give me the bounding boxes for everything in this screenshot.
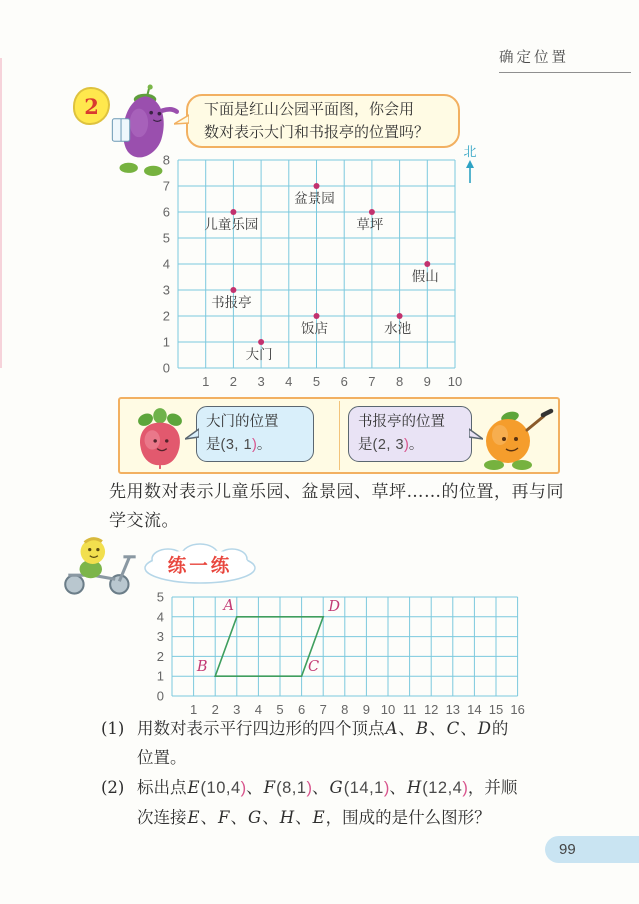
svg-text:13: 13 bbox=[445, 702, 461, 716]
svg-text:D: D bbox=[328, 598, 341, 615]
svg-text:饭店: 饭店 bbox=[301, 321, 328, 337]
svg-text:5: 5 bbox=[162, 230, 170, 246]
svg-text:4: 4 bbox=[285, 374, 293, 389]
svg-text:水池: 水池 bbox=[384, 321, 412, 337]
page-number-badge: 99 bbox=[545, 836, 639, 863]
svg-text:10: 10 bbox=[380, 702, 396, 716]
svg-text:C: C bbox=[308, 659, 320, 676]
svg-text:书报亭: 书报亭 bbox=[211, 295, 252, 311]
svg-text:4: 4 bbox=[156, 609, 164, 625]
orange-character bbox=[470, 408, 554, 470]
north-arrow-icon bbox=[464, 160, 476, 184]
exercise-text: 用数对表示平行四边形的四个顶点A、B、C、D的 位置。 bbox=[137, 719, 509, 767]
svg-text:8: 8 bbox=[162, 152, 170, 168]
svg-text:盆景园: 盆景园 bbox=[294, 191, 335, 207]
svg-text:7: 7 bbox=[162, 178, 170, 194]
svg-text:12: 12 bbox=[423, 702, 439, 716]
question-speech-bubble bbox=[186, 94, 460, 148]
practice-grid-svg bbox=[138, 576, 540, 716]
bubble-tail-icon bbox=[174, 113, 189, 129]
svg-text:2: 2 bbox=[211, 702, 219, 716]
exercise-number: (1) bbox=[101, 719, 125, 738]
svg-text:11: 11 bbox=[402, 702, 417, 716]
question-line-1: 下面是红山公园平面图，你会用 bbox=[204, 100, 415, 118]
svg-text:3: 3 bbox=[162, 282, 170, 298]
kiosk-answer-line-2: 是(2, 3)。 bbox=[358, 437, 424, 453]
svg-text:1: 1 bbox=[202, 374, 210, 389]
svg-text:6: 6 bbox=[162, 204, 170, 220]
practice-section-label: 练一练 bbox=[167, 556, 233, 577]
svg-text:A: A bbox=[223, 597, 235, 614]
kiosk-answer-bubble bbox=[348, 406, 472, 462]
svg-text:14: 14 bbox=[467, 702, 482, 716]
svg-text:5: 5 bbox=[156, 589, 164, 605]
gate-answer-bubble bbox=[196, 406, 314, 462]
page-edge-stripe bbox=[0, 58, 2, 368]
exercise-number: (2) bbox=[101, 778, 125, 797]
svg-text:15: 15 bbox=[488, 702, 504, 716]
svg-text:4: 4 bbox=[254, 702, 263, 716]
svg-text:B: B bbox=[196, 659, 208, 676]
svg-text:3: 3 bbox=[233, 702, 241, 716]
kiosk-answer-line-1: 书报亭的位置 bbox=[358, 414, 445, 430]
svg-text:5: 5 bbox=[312, 374, 321, 389]
svg-text:7: 7 bbox=[368, 374, 376, 389]
svg-text:1: 1 bbox=[189, 702, 198, 716]
svg-text:2: 2 bbox=[162, 308, 170, 324]
svg-text:儿童乐园: 儿童乐园 bbox=[204, 217, 259, 233]
svg-text:4: 4 bbox=[162, 256, 170, 272]
svg-text:假山: 假山 bbox=[411, 269, 439, 285]
svg-text:2: 2 bbox=[156, 648, 164, 664]
svg-text:7: 7 bbox=[319, 702, 327, 716]
gate-answer-line-2: 是(3, 1)。 bbox=[206, 437, 272, 453]
svg-text:1: 1 bbox=[162, 334, 170, 350]
exercise-text: 标出点E(10,4)、F(8,1)、G(14,1)、H(12,4)，并顺 次连接E、F、G、H、E，围成的是什么图形？ bbox=[137, 778, 518, 827]
svg-text:2: 2 bbox=[229, 374, 238, 389]
example-number-badge: 2 bbox=[73, 87, 110, 125]
chapter-header: 确定位置 bbox=[499, 46, 631, 73]
svg-text:6: 6 bbox=[297, 702, 306, 716]
svg-text:8: 8 bbox=[341, 702, 349, 716]
svg-text:草坪: 草坪 bbox=[356, 217, 384, 233]
svg-text:8: 8 bbox=[395, 374, 404, 389]
svg-text:9: 9 bbox=[423, 374, 431, 389]
svg-text:3: 3 bbox=[156, 629, 164, 645]
north-label: 北 bbox=[463, 145, 477, 160]
svg-text:0: 0 bbox=[162, 360, 170, 376]
bubble-tail-icon bbox=[185, 427, 199, 443]
svg-text:10: 10 bbox=[447, 374, 463, 389]
radish-character bbox=[132, 408, 188, 470]
question-line-2: 数对表示大门和书报亭的位置吗？ bbox=[204, 123, 430, 141]
exercise-item-2 bbox=[101, 773, 593, 832]
north-indicator bbox=[459, 146, 481, 194]
svg-text:9: 9 bbox=[362, 702, 371, 716]
svg-text:5: 5 bbox=[276, 702, 284, 716]
svg-text:大门: 大门 bbox=[245, 347, 273, 363]
exercise-list bbox=[101, 714, 593, 833]
exercise-item-1 bbox=[101, 714, 593, 772]
park-map-grid bbox=[140, 150, 475, 396]
answer-box-divider bbox=[339, 401, 340, 470]
instruction-paragraph: 先用数对表示儿童乐园、盆景园、草坪……的位置，再与同学交流。 bbox=[109, 482, 564, 531]
svg-text:3: 3 bbox=[257, 374, 265, 389]
svg-text:0: 0 bbox=[156, 688, 164, 704]
svg-text:1: 1 bbox=[156, 668, 164, 684]
svg-text:6: 6 bbox=[340, 374, 348, 389]
park-map-svg bbox=[140, 150, 475, 396]
practice-grid bbox=[138, 576, 540, 716]
gate-answer-line-1: 大门的位置 bbox=[206, 414, 279, 430]
svg-text:16: 16 bbox=[510, 702, 525, 716]
answer-box bbox=[118, 397, 560, 474]
